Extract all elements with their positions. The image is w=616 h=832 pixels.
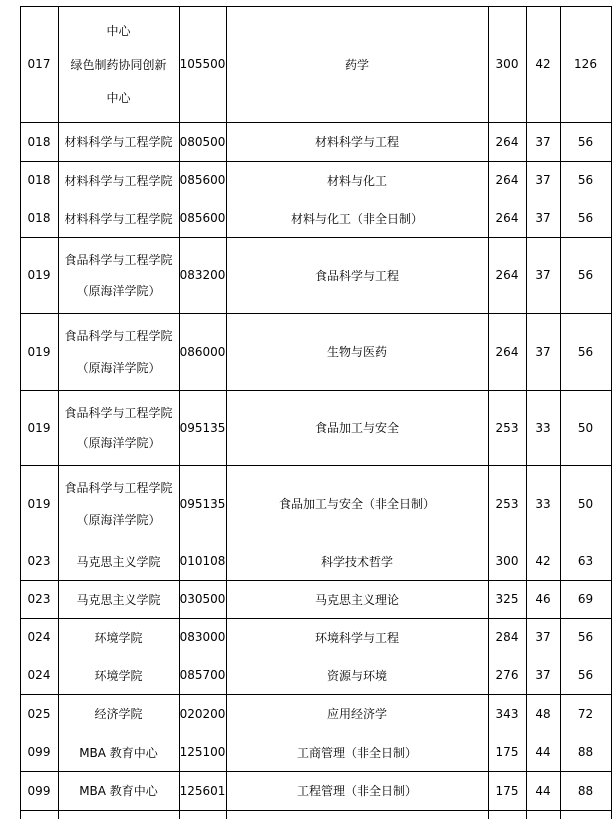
college-code-cell: 018 [27, 211, 51, 225]
college-name-line: 材料科学与工程学院 [64, 173, 173, 188]
total-score-cell: 175 [495, 745, 519, 759]
college-name-cell [58, 733, 179, 771]
single-subject-score-cell: 37 [535, 134, 551, 149]
table-row [0, 694, 616, 733]
total-score-cell: 325 [495, 592, 519, 606]
table-row [0, 771, 616, 810]
total-score-cell: 264 [495, 173, 519, 187]
other-subject-score-cell: 88 [577, 745, 594, 759]
total-score-cell: 343 [495, 706, 519, 721]
other-subject-score-cell: 50 [577, 496, 594, 511]
college-name-line: MBA 教育中心 [79, 745, 158, 760]
college-code-cell: 018 [27, 173, 51, 187]
single-subject-score-cell: 33 [535, 496, 551, 511]
college-code-cell: 023 [27, 554, 51, 568]
table-row [0, 465, 616, 542]
college-name-line: 食品科学与工程学院 [64, 481, 173, 496]
college-name-line: 食品科学与工程学院 [64, 329, 173, 344]
total-score-cell: 300 [495, 57, 519, 71]
college-name-line: （原海洋学院） [76, 360, 161, 375]
college-name-line: 绿色制药协同创新 [70, 57, 167, 72]
college-name-cell [58, 390, 179, 465]
table-row [0, 542, 616, 580]
college-code-cell: 019 [27, 344, 51, 359]
college-name-cell [58, 542, 179, 580]
college-name-line: 食品科学与工程学院 [64, 253, 173, 267]
major-code-cell: 020200 [179, 706, 226, 721]
college-name-line: 环境学院 [94, 668, 143, 683]
table-row [0, 199, 616, 237]
single-subject-score-cell: 44 [535, 745, 551, 759]
college-name-cell [58, 237, 179, 313]
college-name-cell [58, 161, 179, 199]
college-name-cell [58, 771, 179, 810]
college-name-line: 经济学院 [94, 707, 143, 721]
total-score-cell: 264 [495, 211, 519, 225]
other-subject-score-cell: 56 [577, 344, 594, 359]
college-name-line: 材料科学与工程学院 [64, 211, 173, 226]
other-subject-score-cell: 56 [577, 211, 594, 225]
major-code-cell: 083200 [179, 268, 226, 282]
table-row [0, 122, 616, 161]
major-name-cell: 科学技术哲学 [320, 554, 393, 569]
major-code-cell: 030500 [179, 592, 226, 606]
college-name-line: 马克思主义学院 [76, 554, 161, 569]
single-subject-score-cell: 46 [535, 592, 551, 606]
total-score-cell: 253 [495, 420, 519, 435]
major-code-cell: 105500 [179, 57, 226, 71]
major-name-cell: 材料科学与工程 [314, 135, 399, 149]
major-name-cell: 食品科学与工程 [314, 268, 399, 283]
college-code-cell: 019 [27, 420, 51, 435]
table-row [0, 161, 616, 199]
major-name-cell: 食品加工与安全 [314, 421, 399, 435]
major-name-cell: 应用经济学 [326, 707, 387, 721]
single-subject-score-cell: 44 [535, 783, 551, 798]
college-name-cell [58, 6, 179, 122]
major-name-cell: 药学 [344, 57, 369, 72]
other-subject-score-cell: 56 [577, 268, 594, 282]
other-subject-score-cell: 88 [577, 783, 594, 798]
college-code-cell: 019 [27, 268, 51, 282]
college-name-line: 食品科学与工程学院 [64, 405, 173, 420]
major-name-cell: 生物与医药 [326, 345, 387, 359]
single-subject-score-cell: 33 [535, 420, 551, 435]
other-subject-score-cell: 69 [577, 592, 594, 606]
college-code-cell: 024 [27, 630, 51, 644]
college-name-line: 材料科学与工程学院 [64, 135, 173, 149]
college-code-cell: 099 [27, 783, 51, 798]
major-name-cell: 工商管理（非全日制） [296, 745, 417, 760]
other-subject-score-cell: 126 [574, 57, 597, 71]
college-name-line: （原海洋学院） [76, 512, 161, 527]
major-code-cell: 085600 [179, 173, 226, 187]
major-code-cell: 080500 [179, 134, 226, 149]
major-name-cell: 食品加工与安全（非全日制） [278, 497, 435, 511]
other-subject-score-cell: 56 [577, 668, 594, 682]
major-name-cell: 马克思主义理论 [314, 592, 399, 607]
major-code-cell: 085600 [179, 211, 226, 225]
other-subject-score-cell: 56 [577, 173, 594, 187]
other-subject-score-cell: 72 [577, 706, 594, 721]
college-name-cell [58, 580, 179, 618]
college-code-cell: 017 [27, 57, 51, 71]
major-name-cell: 材料与化工 [326, 173, 387, 188]
college-name-line: 马克思主义学院 [76, 592, 161, 607]
college-name-cell [58, 618, 179, 656]
college-code-cell: 024 [27, 668, 51, 682]
major-name-cell: 工程管理（非全日制） [296, 784, 417, 798]
single-subject-score-cell: 37 [535, 211, 551, 225]
other-subject-score-cell: 63 [577, 554, 594, 568]
single-subject-score-cell: 48 [535, 706, 551, 721]
college-name-line: （原海洋学院） [76, 284, 161, 298]
major-name-cell: 资源与环境 [326, 668, 387, 683]
college-name-cell [58, 313, 179, 390]
college-name-cell [58, 122, 179, 161]
college-name-line: 环境学院 [94, 630, 143, 645]
total-score-cell: 253 [495, 496, 519, 511]
single-subject-score-cell: 37 [535, 630, 551, 644]
table-row [0, 656, 616, 694]
college-name-line: 中心 [106, 24, 131, 39]
college-code-cell: 023 [27, 592, 51, 606]
single-subject-score-cell: 42 [535, 57, 551, 71]
college-name-line: （原海洋学院） [76, 436, 161, 451]
college-name-line: MBA 教育中心 [79, 784, 158, 798]
college-code-cell: 099 [27, 745, 51, 759]
total-score-cell: 284 [495, 630, 519, 644]
table-row [0, 6, 616, 122]
single-subject-score-cell: 37 [535, 344, 551, 359]
row-divider [20, 810, 611, 811]
total-score-cell: 300 [495, 554, 519, 568]
major-code-cell: 095135 [179, 420, 226, 435]
table-row [0, 313, 616, 390]
total-score-cell: 264 [495, 344, 519, 359]
college-code-cell: 018 [27, 134, 51, 149]
table-row [0, 733, 616, 771]
major-name-cell: 材料与化工（非全日制） [290, 211, 423, 226]
major-code-cell: 085700 [179, 668, 226, 682]
table-row [0, 237, 616, 313]
college-code-cell: 019 [27, 496, 51, 511]
total-score-cell: 264 [495, 268, 519, 282]
major-code-cell: 086000 [179, 344, 226, 359]
table-row [0, 390, 616, 465]
table-row [0, 618, 616, 656]
major-code-cell: 125100 [179, 745, 226, 759]
other-subject-score-cell: 56 [577, 630, 594, 644]
major-code-cell: 095135 [179, 496, 226, 511]
major-code-cell: 010108 [179, 554, 226, 568]
major-code-cell: 125601 [179, 783, 226, 798]
college-name-cell [58, 656, 179, 694]
single-subject-score-cell: 37 [535, 173, 551, 187]
college-name-cell [58, 694, 179, 733]
single-subject-score-cell: 42 [535, 554, 551, 568]
total-score-cell: 264 [495, 134, 519, 149]
other-subject-score-cell: 50 [577, 420, 594, 435]
major-name-cell: 环境科学与工程 [314, 630, 399, 645]
college-code-cell: 025 [27, 706, 51, 721]
college-name-line: 中心 [106, 90, 131, 105]
college-name-cell [58, 465, 179, 542]
table-row [0, 580, 616, 618]
total-score-cell: 175 [495, 783, 519, 798]
single-subject-score-cell: 37 [535, 268, 551, 282]
college-name-cell [58, 199, 179, 237]
total-score-cell: 276 [495, 668, 519, 682]
major-code-cell: 083000 [179, 630, 226, 644]
other-subject-score-cell: 56 [577, 134, 594, 149]
single-subject-score-cell: 37 [535, 668, 551, 682]
